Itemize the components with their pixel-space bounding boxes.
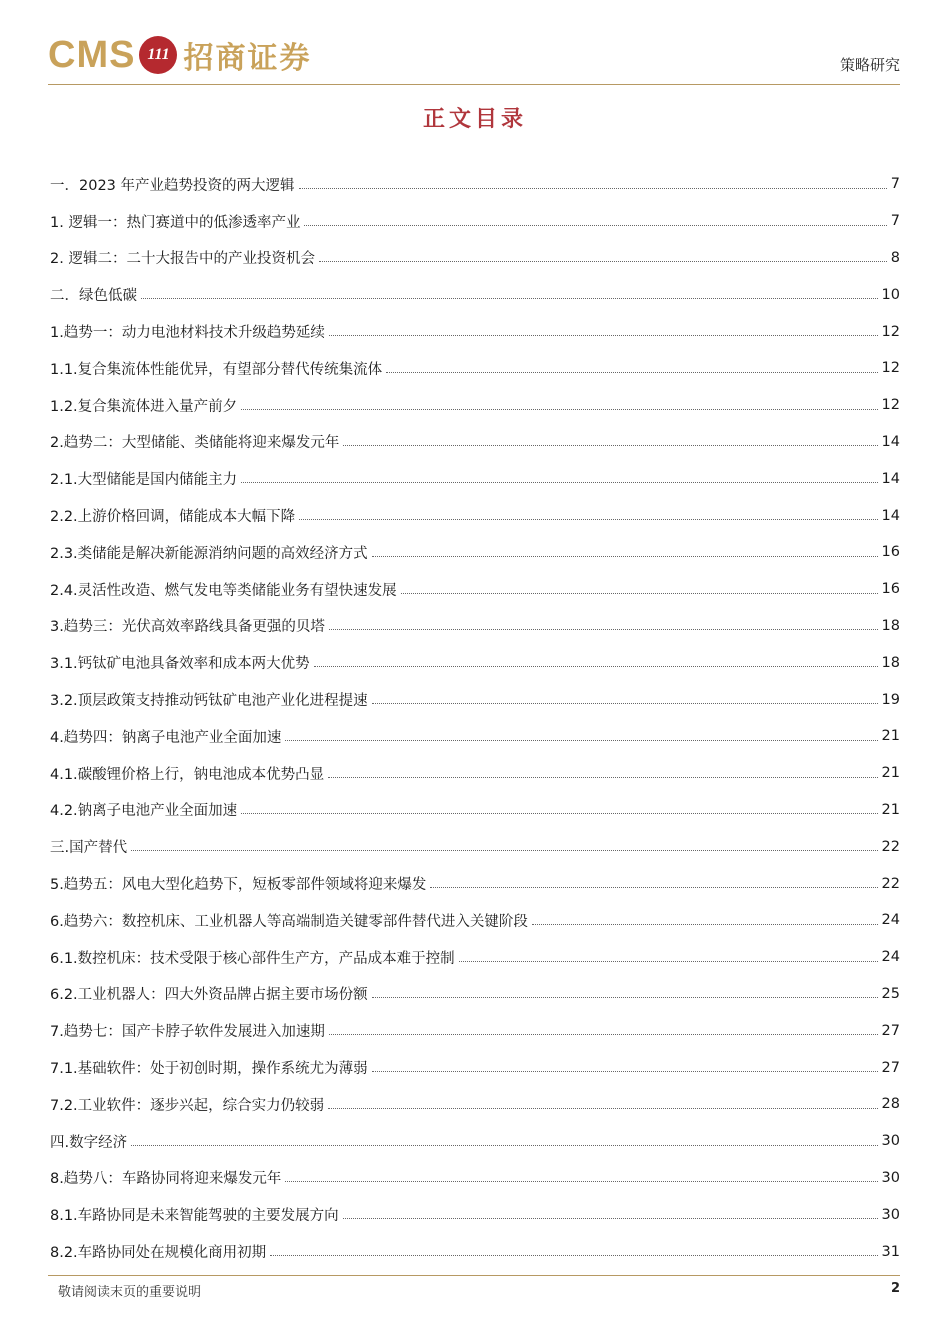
toc-entry-label: 2.2.上游价格回调，储能成本大幅下降 bbox=[50, 509, 296, 526]
toc-leader-dots bbox=[241, 813, 877, 814]
toc-entry[interactable] bbox=[50, 1196, 900, 1233]
toc-entry-label: 2.4.灵活性改造、燃气发电等类储能业务有望快速发展 bbox=[50, 582, 397, 599]
toc-entry-label: 6.1.数控机床：技术受限于核心部件生产方，产品成本难于控制 bbox=[50, 950, 455, 967]
toc-entry-page: 21 bbox=[881, 765, 900, 782]
toc-leader-dots bbox=[299, 519, 877, 520]
toc-entry-page: 14 bbox=[881, 433, 900, 450]
toc-entry-page: 24 bbox=[881, 912, 900, 929]
toc-entry-page: 7 bbox=[890, 213, 900, 230]
toc-leader-dots bbox=[314, 666, 878, 667]
toc-entry-page: 27 bbox=[881, 1022, 900, 1039]
toc-entry[interactable] bbox=[50, 1049, 900, 1086]
toc-leader-dots bbox=[285, 1181, 877, 1182]
toc-entry-page: 18 bbox=[881, 617, 900, 634]
toc-entry[interactable] bbox=[50, 755, 900, 792]
toc-leader-dots bbox=[131, 850, 877, 851]
toc-entry-page: 22 bbox=[881, 875, 900, 892]
toc-entry-label: 2.趋势二：大型储能、类储能将迎来爆发元年 bbox=[50, 435, 340, 452]
toc-entry-label: 7.1.基础软件：处于初创时期，操作系统尤为薄弱 bbox=[50, 1061, 368, 1078]
toc-leader-dots bbox=[532, 924, 878, 925]
toc-leader-dots bbox=[343, 445, 877, 446]
toc-entry[interactable] bbox=[50, 497, 900, 534]
toc-entry[interactable] bbox=[50, 1012, 900, 1049]
toc-leader-dots bbox=[319, 261, 887, 262]
toc-leader-dots bbox=[328, 777, 877, 778]
toc-entry-page: 14 bbox=[881, 470, 900, 487]
toc-entry-page: 30 bbox=[881, 1206, 900, 1223]
toc-leader-dots bbox=[270, 1255, 877, 1256]
toc-leader-dots bbox=[141, 298, 878, 299]
toc-entry-label: 3.1.钙钛矿电池具备效率和成本两大优势 bbox=[50, 656, 310, 673]
toc-entry-label: 4.2.钠离子电池产业全面加速 bbox=[50, 803, 238, 820]
toc-entry[interactable] bbox=[50, 571, 900, 608]
toc-leader-dots bbox=[401, 593, 878, 594]
toc-leader-dots bbox=[372, 703, 878, 704]
toc-entry-page: 31 bbox=[881, 1243, 900, 1260]
toc-entry[interactable] bbox=[50, 1086, 900, 1123]
toc-entry-page: 30 bbox=[881, 1169, 900, 1186]
toc-entry-label: 1.1.复合集流体性能优异，有望部分替代传统集流体 bbox=[50, 361, 383, 378]
toc-entry-page: 28 bbox=[881, 1096, 900, 1113]
toc-entry-page: 25 bbox=[881, 985, 900, 1002]
toc-entry-page: 12 bbox=[881, 323, 900, 340]
toc-entry-page: 16 bbox=[881, 581, 900, 598]
toc-entry-label: 1. 逻辑一：热门赛道中的低渗透率产业 bbox=[50, 214, 301, 231]
toc-entry[interactable] bbox=[50, 460, 900, 497]
toc-entry-label: 6.趋势六：数控机床、工业机器人等高端制造关键零部件替代进入关键阶段 bbox=[50, 913, 528, 930]
company-logo bbox=[48, 32, 311, 78]
toc-leader-dots bbox=[285, 740, 877, 741]
toc-entry[interactable] bbox=[50, 1160, 900, 1197]
toc-entry-label: 2.3.类储能是解决新能源消纳问题的高效经济方式 bbox=[50, 545, 368, 562]
toc-entry-label: 4.1.碳酸锂价格上行，钠电池成本优势凸显 bbox=[50, 766, 325, 783]
toc-entry-label: 2.1.大型储能是国内储能主力 bbox=[50, 472, 238, 489]
toc-entry-page: 16 bbox=[881, 544, 900, 561]
toc-entry[interactable] bbox=[50, 681, 900, 718]
toc-leader-dots bbox=[329, 629, 878, 630]
toc-entry[interactable] bbox=[50, 350, 900, 387]
toc-entry-page: 21 bbox=[881, 801, 900, 818]
toc-entry-page: 27 bbox=[881, 1059, 900, 1076]
toc-leader-dots bbox=[343, 1218, 878, 1219]
toc-entry-label: 4.趋势四：钠离子电池产业全面加速 bbox=[50, 729, 282, 746]
toc-entry[interactable] bbox=[50, 976, 900, 1013]
toc-leader-dots bbox=[328, 1108, 877, 1109]
toc-entry[interactable] bbox=[50, 939, 900, 976]
toc-entry-page: 14 bbox=[881, 507, 900, 524]
toc-entry[interactable] bbox=[50, 203, 900, 240]
toc-leader-dots bbox=[329, 335, 878, 336]
toc-entry-page: 30 bbox=[881, 1133, 900, 1150]
toc-entry-label: 7.2.工业软件：逐步兴起，综合实力仍较弱 bbox=[50, 1097, 325, 1114]
logo-emblem-icon: 111 bbox=[139, 36, 177, 74]
toc-entry[interactable] bbox=[50, 644, 900, 681]
toc-leader-dots bbox=[430, 887, 877, 888]
toc-entry[interactable] bbox=[50, 313, 900, 350]
toc-leader-dots bbox=[372, 997, 878, 998]
toc-entry-label: 3.趋势三：光伏高效率路线具备更强的贝塔 bbox=[50, 619, 325, 636]
report-section-label: 策略研究 bbox=[839, 56, 900, 74]
toc-leader-dots bbox=[386, 372, 877, 373]
toc-entry[interactable] bbox=[50, 718, 900, 755]
toc-leader-dots bbox=[329, 1034, 878, 1035]
toc-leader-dots bbox=[304, 225, 886, 226]
toc-title: 正文目录 bbox=[422, 106, 527, 132]
toc-entry[interactable] bbox=[50, 1233, 900, 1270]
toc-leader-dots bbox=[241, 409, 877, 410]
toc-entry-page: 18 bbox=[881, 654, 900, 671]
toc-entry[interactable] bbox=[50, 424, 900, 461]
logo-latin-text: CMS bbox=[48, 33, 136, 76]
toc-entry[interactable] bbox=[50, 387, 900, 424]
toc-leader-dots bbox=[372, 556, 878, 557]
toc-entry-page: 19 bbox=[881, 691, 900, 708]
toc-entry-page: 22 bbox=[881, 838, 900, 855]
toc-leader-dots bbox=[241, 482, 877, 483]
logo-chinese-text: 招商证券 bbox=[183, 41, 312, 76]
toc-entry-label: 二．绿色低碳 bbox=[50, 288, 137, 305]
toc-entry[interactable] bbox=[50, 534, 900, 571]
toc-entry-label: 6.2.工业机器人：四大外资品牌占据主要市场份额 bbox=[50, 987, 368, 1004]
toc-entry[interactable] bbox=[50, 865, 900, 902]
toc-entry-page: 7 bbox=[890, 176, 900, 193]
toc-entry-label: 一．2023 年产业趋势投资的两大逻辑 bbox=[50, 177, 295, 194]
toc-entry-label: 1.2.复合集流体进入量产前夕 bbox=[50, 398, 238, 415]
table-of-contents bbox=[50, 166, 900, 1270]
toc-entry-page: 10 bbox=[881, 286, 900, 303]
toc-entry-label: 3.2.顶层政策支持推动钙钛矿电池产业化进程提速 bbox=[50, 693, 368, 710]
toc-entry[interactable] bbox=[50, 608, 900, 645]
toc-entry[interactable] bbox=[50, 240, 900, 277]
toc-entry-label: 8.1.车路协同是未来智能驾驶的主要发展方向 bbox=[50, 1208, 339, 1225]
header-divider bbox=[48, 84, 900, 85]
toc-entry-label: 2. 逻辑二：二十大报告中的产业投资机会 bbox=[50, 251, 315, 268]
footer-divider bbox=[48, 1275, 900, 1276]
toc-entry-label: 8.趋势八：车路协同将迎来爆发元年 bbox=[50, 1171, 282, 1188]
toc-entry[interactable] bbox=[50, 276, 900, 313]
toc-leader-dots bbox=[299, 188, 887, 189]
page-number: 2 bbox=[890, 1281, 900, 1296]
toc-entry-page: 21 bbox=[881, 728, 900, 745]
toc-entry-label: 四.数字经济 bbox=[50, 1134, 128, 1151]
toc-entry-page: 24 bbox=[881, 949, 900, 966]
toc-leader-dots bbox=[372, 1071, 878, 1072]
toc-entry[interactable] bbox=[50, 792, 900, 829]
toc-entry-page: 12 bbox=[881, 360, 900, 377]
toc-entry-label: 5.趋势五：风电大型化趋势下，短板零部件领域将迎来爆发 bbox=[50, 877, 427, 894]
toc-entry[interactable] bbox=[50, 902, 900, 939]
toc-entry-label: 7.趋势七：国产卡脖子软件发展进入加速期 bbox=[50, 1024, 325, 1041]
toc-entry-page: 12 bbox=[881, 397, 900, 414]
toc-entry-label: 1.趋势一：动力电池材料技术升级趋势延续 bbox=[50, 325, 325, 342]
toc-entry-label: 8.2.车路协同处在规模化商用初期 bbox=[50, 1245, 267, 1261]
page-header bbox=[48, 32, 900, 86]
toc-entry[interactable] bbox=[50, 1123, 900, 1160]
toc-entry-page: 8 bbox=[890, 249, 900, 266]
toc-leader-dots bbox=[459, 961, 878, 962]
toc-leader-dots bbox=[131, 1145, 877, 1146]
footer-disclaimer: 敬请阅读末页的重要说明 bbox=[58, 1285, 202, 1300]
toc-entry[interactable] bbox=[50, 166, 900, 203]
toc-entry-label: 三.国产替代 bbox=[50, 840, 128, 857]
toc-entry[interactable] bbox=[50, 828, 900, 865]
